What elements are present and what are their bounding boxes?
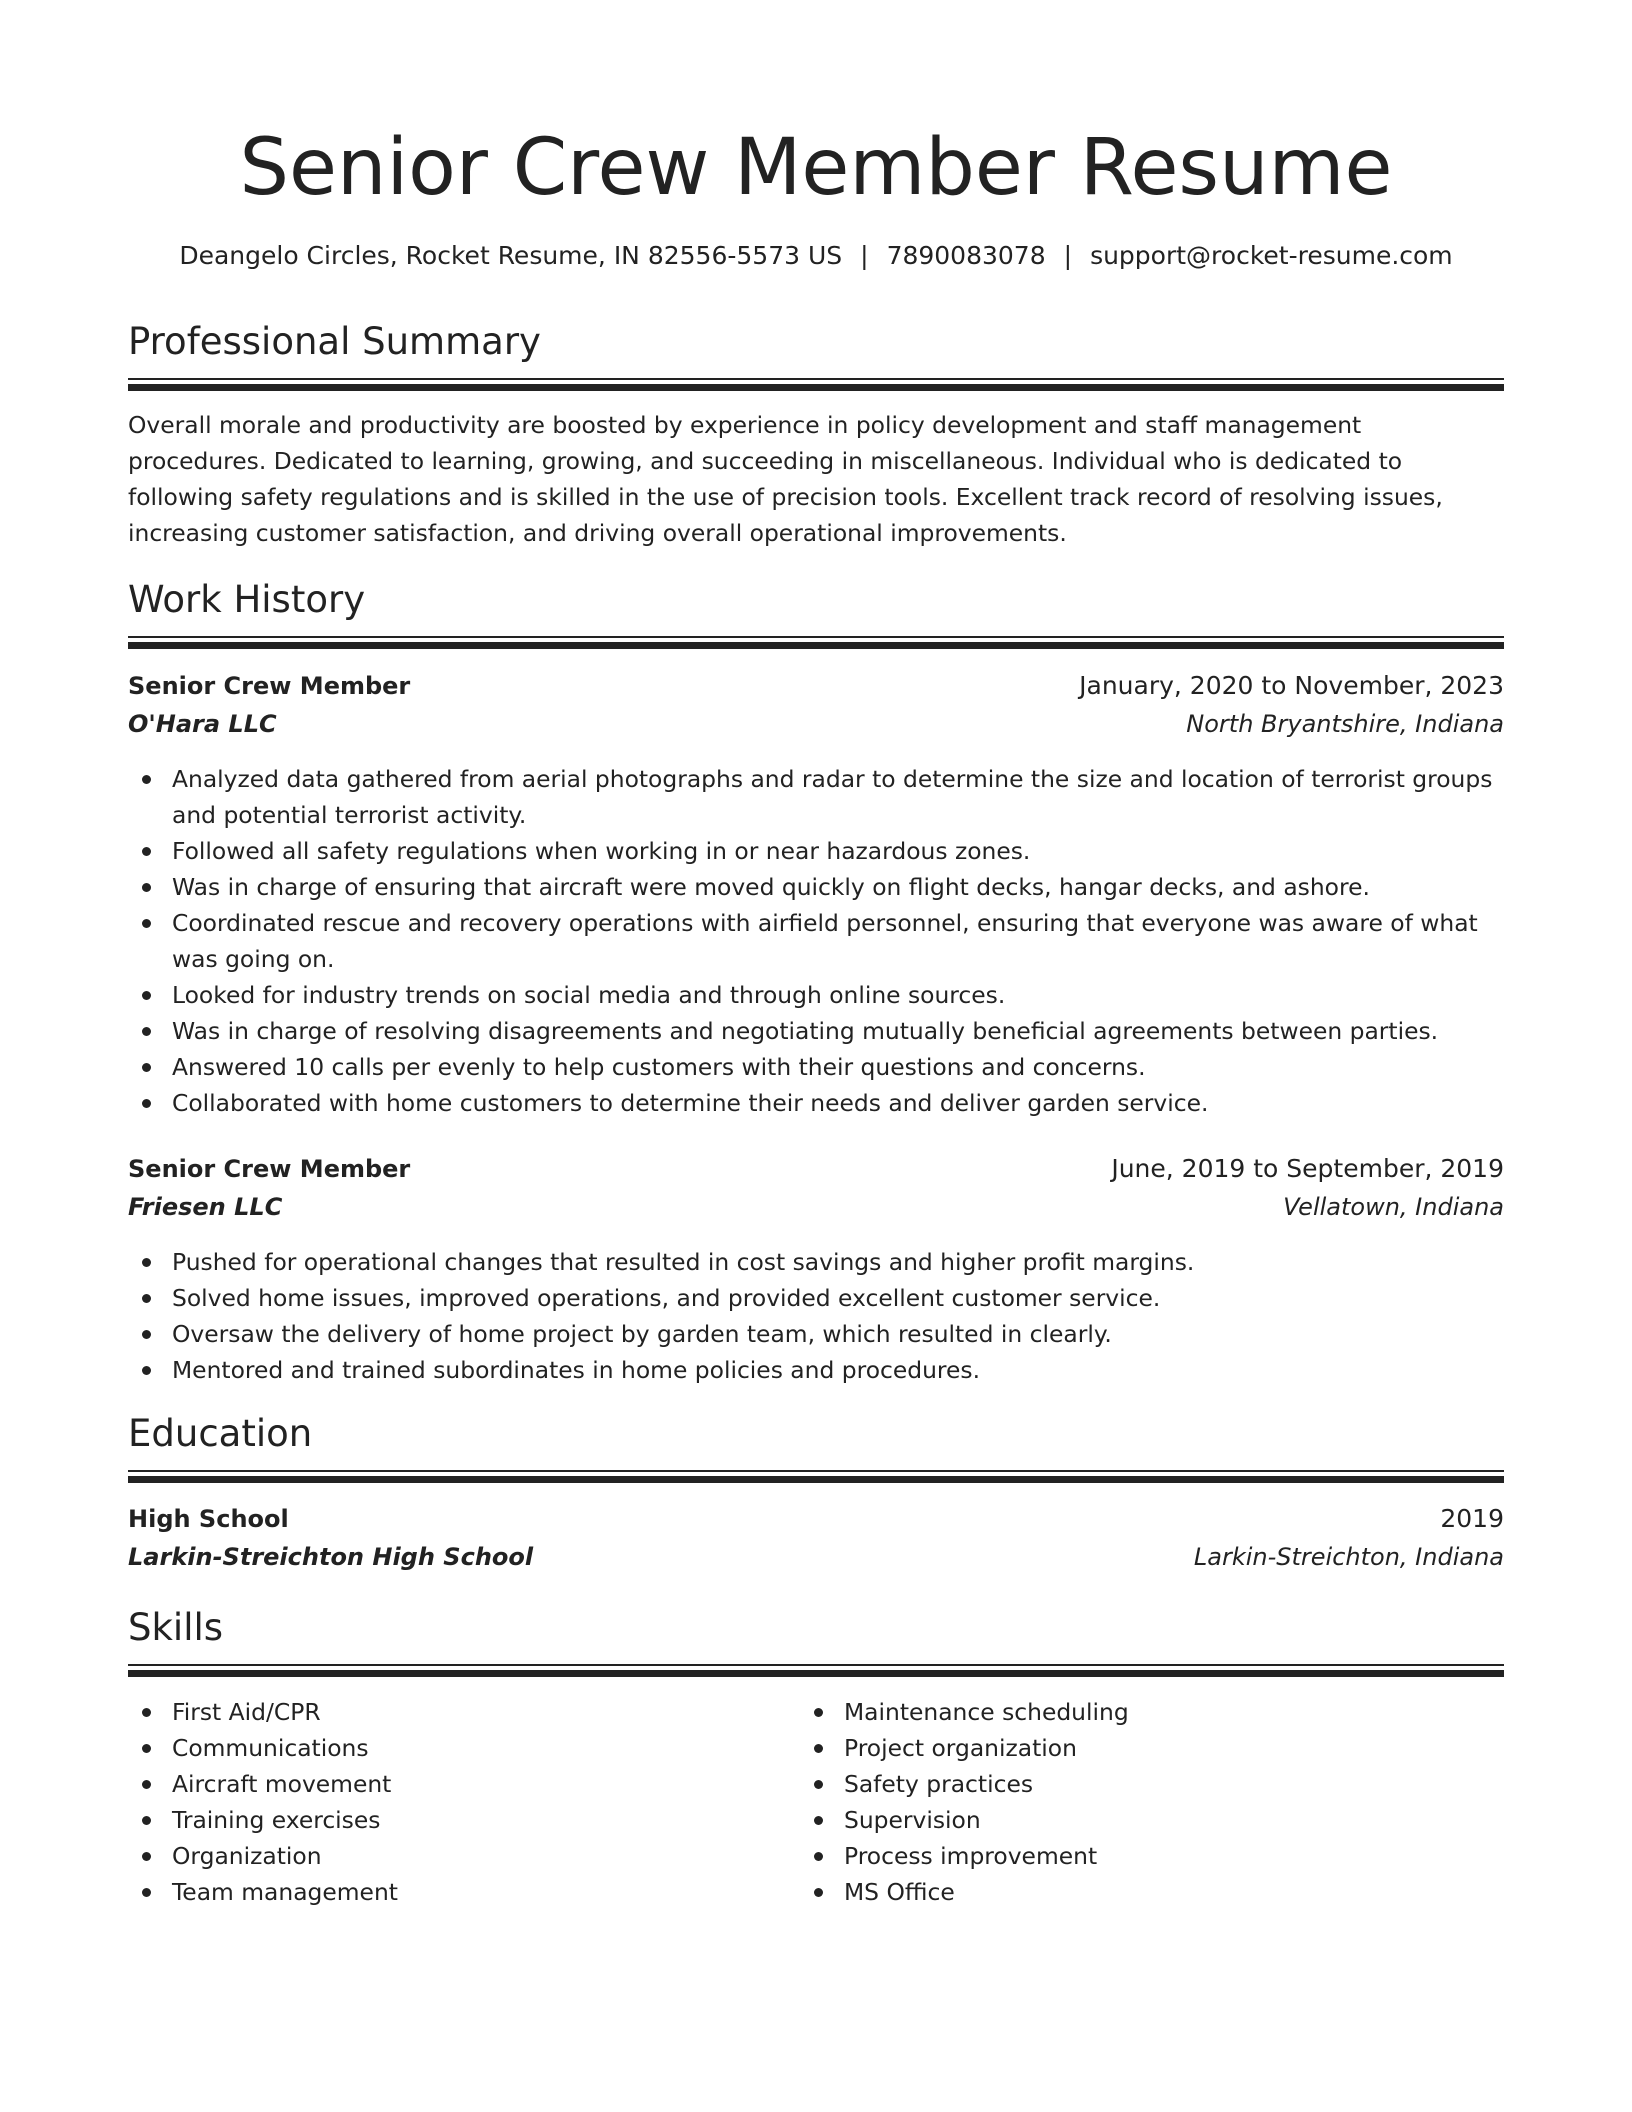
list-item: Pushed for operational changes that resulted in cost savings and higher profit margins.: [128, 1244, 1504, 1280]
list-item: Was in charge of ensuring that aircraft were moved quickly on flight decks, hangar decks, and ashore.: [128, 869, 1504, 905]
section-divider: [128, 1664, 1504, 1677]
summary-heading: Professional Summary: [128, 320, 541, 363]
list-item: Solved home issues, improved operations, and provided excellent customer service.: [128, 1280, 1504, 1316]
summary-text: Overall morale and productivity are boosted by experience in policy development and staff management procedures. Dedicated to learning, growing, and succeeding in miscellaneous. Individual who is dedicated to following safety regulations and is skilled in the use of precision tools. Excellent track record of resolving issues, increasing customer satisfaction, and driving overall operational improvements.: [128, 411, 1443, 547]
skills-list-left: [128, 1694, 778, 1910]
education-header: [128, 1500, 1504, 1538]
contact-separator: |: [1063, 241, 1073, 270]
job-title: Senior Crew Member: [128, 672, 411, 700]
list-item: Answered 10 calls per evenly to help customers with their questions and concerns.: [128, 1049, 1504, 1085]
job-dates: June, 2019 to September, 2019: [1111, 1154, 1504, 1183]
education-year: 2019: [1440, 1504, 1504, 1533]
list-item: Aircraft movement: [128, 1766, 778, 1802]
job-location: Vellatown, Indiana: [1283, 1193, 1504, 1221]
job-title: Senior Crew Member: [128, 1155, 411, 1183]
job-header: [128, 1150, 1504, 1188]
list-item: Maintenance scheduling: [800, 1694, 1450, 1730]
list-item: Looked for industry trends on social media and through online sources.: [128, 977, 1504, 1013]
job-header: [128, 667, 1504, 705]
list-item: Team management: [128, 1874, 778, 1910]
contact-phone: 7890083078: [886, 241, 1046, 270]
list-item: Collaborated with home customers to determine their needs and deliver garden service.: [128, 1085, 1504, 1121]
education-heading: Education: [128, 1412, 313, 1455]
list-item: Training exercises: [128, 1802, 778, 1838]
job-duties-list: [128, 761, 1504, 1121]
job-company: O'Hara LLC: [128, 710, 277, 738]
list-item: Organization: [128, 1838, 778, 1874]
list-item: First Aid/CPR: [128, 1694, 778, 1730]
list-item: Coordinated rescue and recovery operations with airfield personnel, ensuring that everyone was aware of what was going on.: [128, 905, 1504, 977]
page-title: Senior Crew Member Resume: [239, 123, 1393, 213]
list-item: Oversaw the delivery of home project by garden team, which resulted in clearly.: [128, 1316, 1504, 1352]
contact-line: [128, 238, 1504, 274]
skills-list-right: [800, 1694, 1450, 1910]
list-item: MS Office: [800, 1874, 1450, 1910]
job-duties-list: [128, 1244, 1504, 1388]
list-item: Project organization: [800, 1730, 1450, 1766]
contact-address: Deangelo Circles, Rocket Resume, IN 82556-5573 US: [179, 241, 843, 270]
section-divider: [128, 1470, 1504, 1483]
list-item: Process improvement: [800, 1838, 1450, 1874]
section-divider: [128, 636, 1504, 649]
contact-email: support@rocket-resume.com: [1090, 241, 1453, 270]
job-dates: January, 2020 to November, 2023: [1079, 671, 1504, 700]
job-company: Friesen LLC: [128, 1193, 283, 1221]
list-item: Communications: [128, 1730, 778, 1766]
job-location: North Bryantshire, Indiana: [1186, 710, 1504, 738]
section-divider: [128, 378, 1504, 391]
list-item: Was in charge of resolving disagreements and negotiating mutually beneficial agreements between parties.: [128, 1013, 1504, 1049]
education-subheader: [128, 1538, 1504, 1576]
skills-heading: Skills: [128, 1606, 224, 1649]
work-history-heading: Work History: [128, 578, 366, 621]
list-item: Analyzed data gathered from aerial photographs and radar to determine the size and location of terrorist groups and potential terrorist activity.: [128, 761, 1504, 833]
education-school: Larkin-Streichton High School: [128, 1543, 534, 1571]
list-item: Followed all safety regulations when working in or near hazardous zones.: [128, 833, 1504, 869]
job-subheader: [128, 1188, 1504, 1226]
list-item: Supervision: [800, 1802, 1450, 1838]
contact-separator: |: [860, 241, 869, 270]
education-degree: High School: [128, 1505, 289, 1533]
education-location: Larkin-Streichton, Indiana: [1193, 1543, 1504, 1571]
list-item: Safety practices: [800, 1766, 1450, 1802]
job-subheader: [128, 705, 1504, 743]
list-item: Mentored and trained subordinates in home policies and procedures.: [128, 1352, 1504, 1388]
